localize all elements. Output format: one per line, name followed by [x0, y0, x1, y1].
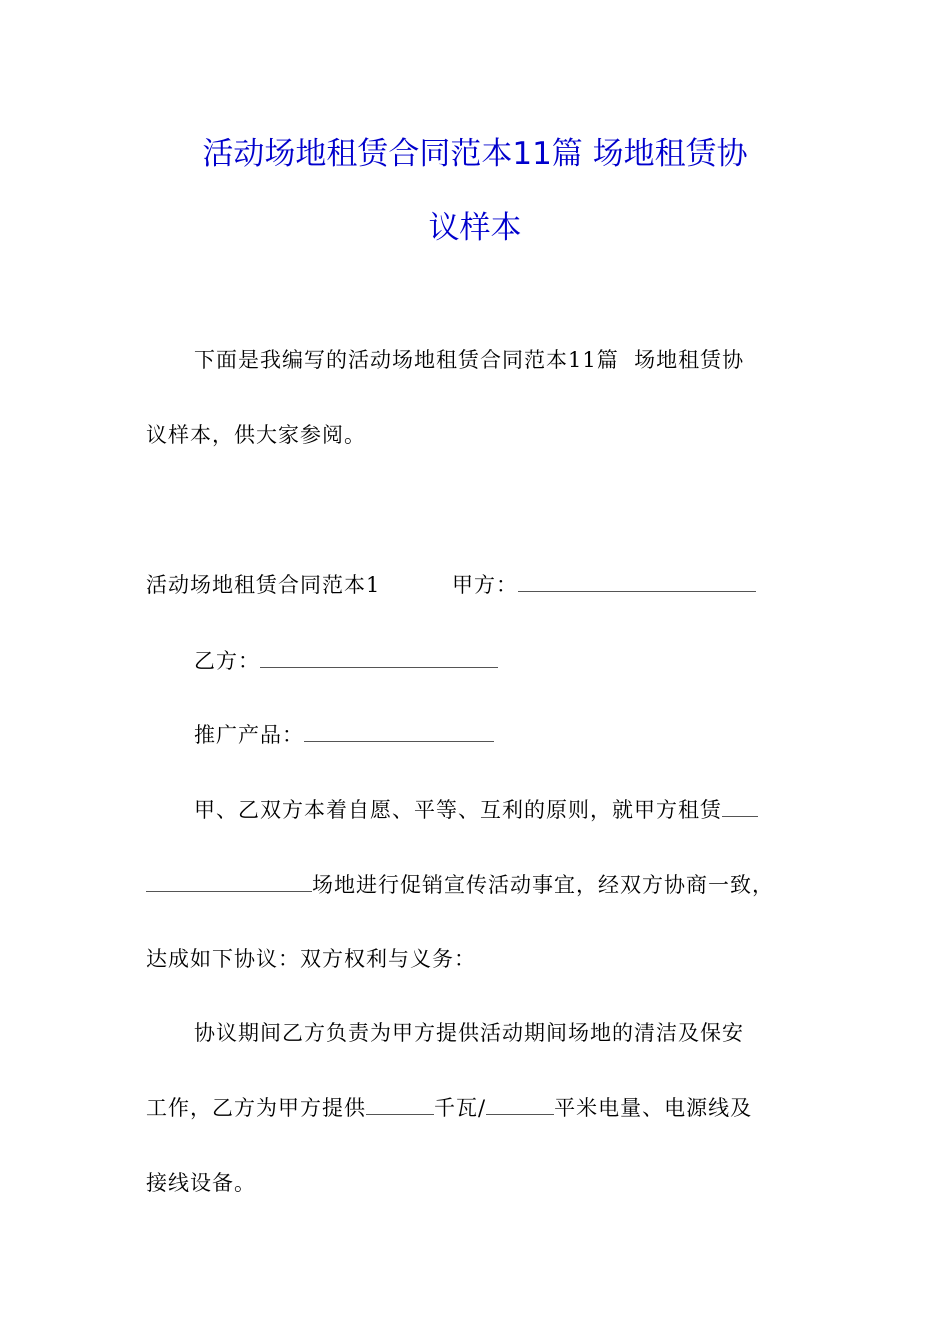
intro-line-2: 议样本，供大家参阅。 [146, 423, 366, 447]
paragraph-1-line-1 [194, 795, 758, 825]
paragraph-2-text-b: 千瓦/ [434, 1096, 487, 1120]
paragraph-1-text-2: 场地进行促销宣传活动事宜，经双方协商一致， [312, 873, 774, 897]
venue-blank-2 [146, 871, 312, 892]
party-b-field [194, 646, 498, 676]
party-b-label: 乙方： [194, 649, 260, 673]
paragraph-2-text-a: 工作，乙方为甲方提供 [146, 1096, 366, 1120]
product-field [194, 720, 494, 750]
section-heading: 活动场地租赁合同范本1 [146, 573, 381, 597]
party-a-label: 甲方： [452, 573, 518, 597]
product-label: 推广产品： [194, 723, 304, 747]
paragraph-1-text-1: 甲、乙双方本着自愿、平等、互利的原则，就甲方租赁 [194, 798, 722, 822]
product-blank [304, 721, 494, 742]
area-blank [486, 1094, 554, 1115]
party-b-blank [260, 647, 498, 668]
party-a-field [452, 570, 756, 600]
paragraph-2-line-1: 协议期间乙方负责为甲方提供活动期间场地的清洁及保安 [194, 1021, 744, 1045]
venue-blank-1 [722, 796, 758, 817]
paragraph-2-line-3: 接线设备。 [146, 1171, 256, 1195]
intro-line-1: 下面是我编写的活动场地租赁合同范本11篇 场地租赁协 [194, 348, 745, 372]
document-title-line-1: 活动场地租赁合同范本11篇 场地租赁协 [202, 136, 748, 172]
paragraph-2-line-2 [146, 1093, 752, 1123]
party-a-blank [518, 571, 756, 592]
paragraph-1-line-2 [146, 870, 774, 900]
paragraph-1-line-3: 达成如下协议：双方权利与义务： [146, 947, 476, 971]
paragraph-2-text-c: 平米电量、电源线及 [554, 1096, 753, 1120]
document-title-line-2: 议样本 [428, 210, 522, 246]
power-blank [366, 1094, 434, 1115]
